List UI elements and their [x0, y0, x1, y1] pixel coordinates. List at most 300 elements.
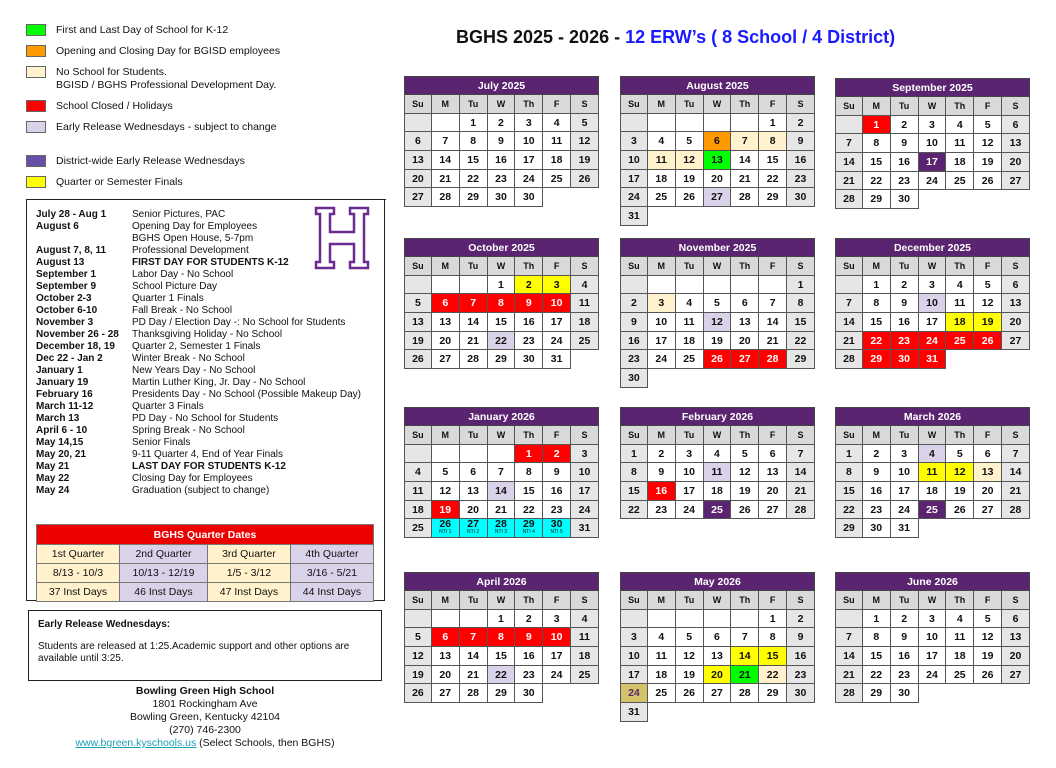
day-cell[interactable]: 29: [488, 684, 516, 703]
day-cell[interactable]: 23: [488, 170, 516, 189]
day-cell[interactable]: 5: [974, 116, 1002, 135]
day-cell[interactable]: 17: [676, 482, 704, 501]
day-cell[interactable]: 12: [974, 134, 1002, 153]
day-cell[interactable]: 29: [863, 350, 891, 369]
day-cell[interactable]: 16: [787, 647, 815, 666]
day-cell[interactable]: 18: [704, 482, 732, 501]
day-cell[interactable]: 4: [543, 114, 571, 133]
day-cell[interactable]: 2: [488, 114, 516, 133]
day-cell[interactable]: 12: [432, 482, 460, 501]
day-cell[interactable]: 14: [759, 313, 787, 332]
day-cell[interactable]: 11: [946, 628, 974, 647]
day-cell[interactable]: 22: [863, 332, 891, 351]
day-cell[interactable]: 22: [787, 332, 815, 351]
day-cell[interactable]: 9: [863, 463, 891, 482]
day-cell[interactable]: 8: [759, 628, 787, 647]
day-cell[interactable]: 30: [891, 190, 919, 209]
day-cell[interactable]: 7: [835, 628, 863, 647]
day-cell[interactable]: 6: [759, 445, 787, 464]
day-cell[interactable]: 15: [787, 313, 815, 332]
day-cell[interactable]: 20: [704, 666, 732, 685]
day-cell[interactable]: 14: [1002, 463, 1030, 482]
day-cell[interactable]: 19: [404, 332, 432, 351]
day-cell[interactable]: 20: [432, 666, 460, 685]
day-cell[interactable]: 11: [404, 482, 432, 501]
day-cell[interactable]: 31: [919, 350, 947, 369]
day-cell[interactable]: 2: [515, 610, 543, 629]
day-cell[interactable]: 10: [676, 463, 704, 482]
day-cell[interactable]: 14: [731, 647, 759, 666]
day-cell[interactable]: 23: [891, 172, 919, 191]
day-cell[interactable]: 29: [759, 684, 787, 703]
day-cell[interactable]: 16: [515, 313, 543, 332]
day-cell[interactable]: 5: [731, 445, 759, 464]
day-cell[interactable]: 2: [787, 610, 815, 629]
day-cell[interactable]: 14: [432, 151, 460, 170]
day-cell[interactable]: 4: [571, 610, 599, 629]
day-cell[interactable]: 9: [787, 628, 815, 647]
day-cell[interactable]: 4: [704, 445, 732, 464]
day-cell[interactable]: 2: [891, 116, 919, 135]
day-cell[interactable]: 10: [515, 132, 543, 151]
day-cell[interactable]: 18: [946, 153, 974, 172]
day-cell[interactable]: 20: [1002, 153, 1030, 172]
day-cell[interactable]: 3: [543, 610, 571, 629]
day-cell[interactable]: 16: [620, 332, 648, 351]
day-cell[interactable]: 28 NTI 3: [488, 519, 516, 538]
day-cell[interactable]: 21: [488, 501, 516, 520]
day-cell[interactable]: 30: [515, 684, 543, 703]
day-cell[interactable]: 14: [731, 151, 759, 170]
day-cell[interactable]: 17: [919, 313, 947, 332]
day-cell[interactable]: 6: [404, 132, 432, 151]
day-cell[interactable]: 17: [620, 170, 648, 189]
day-cell[interactable]: 18: [648, 666, 676, 685]
day-cell[interactable]: 12: [704, 313, 732, 332]
day-cell[interactable]: 24: [919, 172, 947, 191]
day-cell[interactable]: 14: [460, 313, 488, 332]
day-cell[interactable]: 1: [863, 116, 891, 135]
website-link[interactable]: www.bgreen.kyschools.us: [75, 737, 197, 749]
day-cell[interactable]: 21: [460, 666, 488, 685]
day-cell[interactable]: 4: [571, 276, 599, 295]
day-cell[interactable]: 22: [515, 501, 543, 520]
day-cell[interactable]: 25: [704, 501, 732, 520]
day-cell[interactable]: 30 NTI 5: [543, 519, 571, 538]
day-cell[interactable]: 28: [759, 350, 787, 369]
day-cell[interactable]: 3: [515, 114, 543, 133]
day-cell[interactable]: 6: [460, 463, 488, 482]
day-cell[interactable]: 2: [891, 276, 919, 295]
day-cell[interactable]: 23: [787, 170, 815, 189]
day-cell[interactable]: 13: [404, 151, 432, 170]
day-cell[interactable]: 10: [571, 463, 599, 482]
day-cell[interactable]: 27: [1002, 666, 1030, 685]
day-cell[interactable]: 10: [919, 294, 947, 313]
day-cell[interactable]: 8: [759, 132, 787, 151]
day-cell[interactable]: 24: [919, 332, 947, 351]
day-cell[interactable]: 30: [863, 519, 891, 538]
day-cell[interactable]: 19: [676, 666, 704, 685]
day-cell[interactable]: 5: [404, 294, 432, 313]
day-cell[interactable]: 6: [704, 628, 732, 647]
day-cell[interactable]: 12: [946, 463, 974, 482]
day-cell[interactable]: 20: [974, 482, 1002, 501]
day-cell[interactable]: 15: [835, 482, 863, 501]
day-cell[interactable]: 25: [571, 332, 599, 351]
day-cell[interactable]: 22: [759, 666, 787, 685]
day-cell[interactable]: 15: [863, 153, 891, 172]
day-cell[interactable]: 9: [543, 463, 571, 482]
day-cell[interactable]: 25: [648, 684, 676, 703]
day-cell[interactable]: 23: [787, 666, 815, 685]
day-cell[interactable]: 23: [891, 332, 919, 351]
day-cell[interactable]: 30: [787, 684, 815, 703]
day-cell[interactable]: 9: [515, 628, 543, 647]
day-cell[interactable]: 28: [1002, 501, 1030, 520]
day-cell[interactable]: 17: [543, 313, 571, 332]
day-cell[interactable]: 17: [543, 647, 571, 666]
day-cell[interactable]: 11: [704, 463, 732, 482]
day-cell[interactable]: 25: [919, 501, 947, 520]
day-cell[interactable]: 9: [787, 132, 815, 151]
day-cell[interactable]: 17: [919, 647, 947, 666]
day-cell[interactable]: 26 NTI 1: [432, 519, 460, 538]
day-cell[interactable]: 27: [974, 501, 1002, 520]
day-cell[interactable]: 18: [946, 647, 974, 666]
day-cell[interactable]: 27: [759, 501, 787, 520]
day-cell[interactable]: 24: [620, 188, 648, 207]
day-cell[interactable]: 15: [863, 313, 891, 332]
day-cell[interactable]: 24: [571, 501, 599, 520]
day-cell[interactable]: 3: [676, 445, 704, 464]
day-cell[interactable]: 17: [648, 332, 676, 351]
day-cell[interactable]: 22: [835, 501, 863, 520]
day-cell[interactable]: 7: [460, 294, 488, 313]
day-cell[interactable]: 19: [974, 313, 1002, 332]
day-cell[interactable]: 13: [1002, 134, 1030, 153]
day-cell[interactable]: 4: [648, 628, 676, 647]
day-cell[interactable]: 3: [919, 116, 947, 135]
day-cell[interactable]: 26: [404, 684, 432, 703]
day-cell[interactable]: 8: [515, 463, 543, 482]
day-cell[interactable]: 28: [731, 188, 759, 207]
day-cell[interactable]: 15: [488, 313, 516, 332]
day-cell[interactable]: 29: [863, 684, 891, 703]
day-cell[interactable]: 20: [759, 482, 787, 501]
day-cell[interactable]: 10: [919, 628, 947, 647]
day-cell[interactable]: 5: [974, 276, 1002, 295]
day-cell[interactable]: 8: [488, 294, 516, 313]
day-cell[interactable]: 6: [432, 628, 460, 647]
day-cell[interactable]: 5: [974, 610, 1002, 629]
day-cell[interactable]: 1: [759, 114, 787, 133]
day-cell[interactable]: 7: [759, 294, 787, 313]
day-cell[interactable]: 19: [731, 482, 759, 501]
day-cell[interactable]: 17: [891, 482, 919, 501]
day-cell[interactable]: 5: [676, 628, 704, 647]
day-cell[interactable]: 14: [835, 313, 863, 332]
day-cell[interactable]: 29: [488, 350, 516, 369]
day-cell[interactable]: 19: [946, 482, 974, 501]
day-cell[interactable]: 1: [460, 114, 488, 133]
day-cell[interactable]: 26: [974, 172, 1002, 191]
day-cell[interactable]: 22: [488, 332, 516, 351]
day-cell[interactable]: 24: [648, 350, 676, 369]
day-cell[interactable]: 13: [404, 313, 432, 332]
day-cell[interactable]: 22: [759, 170, 787, 189]
day-cell[interactable]: 23: [648, 501, 676, 520]
day-cell[interactable]: 28: [835, 190, 863, 209]
day-cell[interactable]: 20: [1002, 647, 1030, 666]
day-cell[interactable]: 10: [919, 134, 947, 153]
day-cell[interactable]: 24: [543, 666, 571, 685]
day-cell[interactable]: 27: [432, 684, 460, 703]
day-cell[interactable]: 1: [488, 610, 516, 629]
day-cell[interactable]: 7: [432, 132, 460, 151]
day-cell[interactable]: 13: [1002, 294, 1030, 313]
day-cell[interactable]: 22: [620, 501, 648, 520]
day-cell[interactable]: 10: [543, 294, 571, 313]
day-cell[interactable]: 19: [704, 332, 732, 351]
day-cell[interactable]: 10: [620, 647, 648, 666]
day-cell[interactable]: 30: [891, 350, 919, 369]
day-cell[interactable]: 7: [731, 132, 759, 151]
day-cell[interactable]: 30: [787, 188, 815, 207]
day-cell[interactable]: 7: [488, 463, 516, 482]
day-cell[interactable]: 22: [863, 666, 891, 685]
day-cell[interactable]: 7: [460, 628, 488, 647]
day-cell[interactable]: 28: [432, 188, 460, 207]
day-cell[interactable]: 18: [571, 647, 599, 666]
day-cell[interactable]: 19: [974, 647, 1002, 666]
day-cell[interactable]: 8: [863, 134, 891, 153]
day-cell[interactable]: 21: [835, 332, 863, 351]
day-cell[interactable]: 11: [676, 313, 704, 332]
day-cell[interactable]: 13: [432, 647, 460, 666]
day-cell[interactable]: 20: [404, 170, 432, 189]
day-cell[interactable]: 8: [488, 628, 516, 647]
day-cell[interactable]: 24: [676, 501, 704, 520]
day-cell[interactable]: 9: [515, 294, 543, 313]
day-cell[interactable]: 26: [571, 170, 599, 189]
day-cell[interactable]: 17: [620, 666, 648, 685]
day-cell[interactable]: 31: [571, 519, 599, 538]
day-cell[interactable]: 14: [835, 153, 863, 172]
day-cell[interactable]: 28: [731, 684, 759, 703]
day-cell[interactable]: 15: [460, 151, 488, 170]
day-cell[interactable]: 23: [543, 501, 571, 520]
day-cell[interactable]: 22: [460, 170, 488, 189]
day-cell[interactable]: 23: [515, 666, 543, 685]
day-cell[interactable]: 2: [515, 276, 543, 295]
day-cell[interactable]: 3: [648, 294, 676, 313]
day-cell[interactable]: 3: [891, 445, 919, 464]
day-cell[interactable]: 24: [620, 684, 648, 703]
day-cell[interactable]: 28: [835, 684, 863, 703]
day-cell[interactable]: 13: [731, 313, 759, 332]
day-cell[interactable]: 10: [543, 628, 571, 647]
day-cell[interactable]: 3: [543, 276, 571, 295]
day-cell[interactable]: 13: [974, 463, 1002, 482]
day-cell[interactable]: 26: [974, 332, 1002, 351]
day-cell[interactable]: 21: [835, 666, 863, 685]
day-cell[interactable]: 14: [460, 647, 488, 666]
day-cell[interactable]: 25: [648, 188, 676, 207]
day-cell[interactable]: 30: [620, 369, 648, 388]
day-cell[interactable]: 24: [515, 170, 543, 189]
day-cell[interactable]: 21: [731, 170, 759, 189]
day-cell[interactable]: 25: [946, 172, 974, 191]
day-cell[interactable]: 7: [731, 628, 759, 647]
day-cell[interactable]: 16: [891, 153, 919, 172]
day-cell[interactable]: 16: [648, 482, 676, 501]
day-cell[interactable]: 4: [676, 294, 704, 313]
day-cell[interactable]: 16: [515, 647, 543, 666]
day-cell[interactable]: 12: [571, 132, 599, 151]
day-cell[interactable]: 27: [1002, 172, 1030, 191]
day-cell[interactable]: 11: [648, 151, 676, 170]
day-cell[interactable]: 30: [515, 350, 543, 369]
day-cell[interactable]: 18: [919, 482, 947, 501]
day-cell[interactable]: 4: [946, 276, 974, 295]
day-cell[interactable]: 1: [620, 445, 648, 464]
day-cell[interactable]: 1: [759, 610, 787, 629]
day-cell[interactable]: 7: [1002, 445, 1030, 464]
day-cell[interactable]: 5: [704, 294, 732, 313]
day-cell[interactable]: 8: [863, 628, 891, 647]
day-cell[interactable]: 18: [946, 313, 974, 332]
day-cell[interactable]: 12: [676, 647, 704, 666]
day-cell[interactable]: 31: [891, 519, 919, 538]
day-cell[interactable]: 19: [432, 501, 460, 520]
day-cell[interactable]: 26: [946, 501, 974, 520]
day-cell[interactable]: 3: [620, 628, 648, 647]
day-cell[interactable]: 12: [676, 151, 704, 170]
day-cell[interactable]: 5: [432, 463, 460, 482]
day-cell[interactable]: 30: [891, 684, 919, 703]
day-cell[interactable]: 28: [460, 684, 488, 703]
day-cell[interactable]: 17: [571, 482, 599, 501]
day-cell[interactable]: 18: [571, 313, 599, 332]
day-cell[interactable]: 2: [787, 114, 815, 133]
day-cell[interactable]: 7: [787, 445, 815, 464]
day-cell[interactable]: 25: [946, 332, 974, 351]
day-cell[interactable]: 20: [432, 332, 460, 351]
day-cell[interactable]: 3: [571, 445, 599, 464]
day-cell[interactable]: 29: [863, 190, 891, 209]
day-cell[interactable]: 27: [704, 188, 732, 207]
day-cell[interactable]: 21: [835, 172, 863, 191]
day-cell[interactable]: 9: [891, 294, 919, 313]
day-cell[interactable]: 8: [460, 132, 488, 151]
day-cell[interactable]: 26: [676, 684, 704, 703]
day-cell[interactable]: 18: [648, 170, 676, 189]
day-cell[interactable]: 29: [835, 519, 863, 538]
day-cell[interactable]: 15: [488, 647, 516, 666]
day-cell[interactable]: 1: [863, 610, 891, 629]
day-cell[interactable]: 11: [571, 294, 599, 313]
day-cell[interactable]: 27: [432, 350, 460, 369]
day-cell[interactable]: 16: [891, 313, 919, 332]
day-cell[interactable]: 26: [404, 350, 432, 369]
day-cell[interactable]: 12: [404, 647, 432, 666]
day-cell[interactable]: 5: [404, 628, 432, 647]
day-cell[interactable]: 7: [835, 294, 863, 313]
day-cell[interactable]: 26: [676, 188, 704, 207]
day-cell[interactable]: 16: [891, 647, 919, 666]
day-cell[interactable]: 11: [571, 628, 599, 647]
day-cell[interactable]: 28: [835, 350, 863, 369]
day-cell[interactable]: 13: [460, 482, 488, 501]
day-cell[interactable]: 15: [759, 647, 787, 666]
day-cell[interactable]: 13: [759, 463, 787, 482]
day-cell[interactable]: 27: [1002, 332, 1030, 351]
day-cell[interactable]: 9: [891, 628, 919, 647]
day-cell[interactable]: 1: [863, 276, 891, 295]
day-cell[interactable]: 23: [863, 501, 891, 520]
day-cell[interactable]: 15: [759, 151, 787, 170]
day-cell[interactable]: 3: [620, 132, 648, 151]
day-cell[interactable]: 20: [731, 332, 759, 351]
day-cell[interactable]: 21: [460, 332, 488, 351]
day-cell[interactable]: 29: [460, 188, 488, 207]
day-cell[interactable]: 29: [787, 350, 815, 369]
day-cell[interactable]: 8: [787, 294, 815, 313]
day-cell[interactable]: 20: [1002, 313, 1030, 332]
day-cell[interactable]: 12: [974, 294, 1002, 313]
day-cell[interactable]: 5: [676, 132, 704, 151]
day-cell[interactable]: 21: [787, 482, 815, 501]
day-cell[interactable]: 25: [543, 170, 571, 189]
day-cell[interactable]: 10: [648, 313, 676, 332]
day-cell[interactable]: 25: [404, 519, 432, 538]
day-cell[interactable]: 21: [731, 666, 759, 685]
day-cell[interactable]: 21: [1002, 482, 1030, 501]
day-cell[interactable]: 19: [571, 151, 599, 170]
day-cell[interactable]: 16: [543, 482, 571, 501]
day-cell[interactable]: 3: [919, 276, 947, 295]
day-cell[interactable]: 21: [432, 170, 460, 189]
day-cell[interactable]: 23: [515, 332, 543, 351]
day-cell[interactable]: 16: [488, 151, 516, 170]
day-cell[interactable]: 8: [620, 463, 648, 482]
day-cell[interactable]: 10: [891, 463, 919, 482]
day-cell[interactable]: 6: [731, 294, 759, 313]
day-cell[interactable]: 27: [704, 684, 732, 703]
day-cell[interactable]: 11: [919, 463, 947, 482]
day-cell[interactable]: 13: [704, 647, 732, 666]
day-cell[interactable]: 1: [488, 276, 516, 295]
day-cell[interactable]: 25: [676, 350, 704, 369]
day-cell[interactable]: 4: [919, 445, 947, 464]
day-cell[interactable]: 13: [1002, 628, 1030, 647]
day-cell[interactable]: 28: [460, 350, 488, 369]
day-cell[interactable]: 16: [787, 151, 815, 170]
day-cell[interactable]: 9: [891, 134, 919, 153]
day-cell[interactable]: 12: [731, 463, 759, 482]
day-cell[interactable]: 23: [891, 666, 919, 685]
day-cell[interactable]: 12: [974, 628, 1002, 647]
day-cell[interactable]: 29: [759, 188, 787, 207]
day-cell[interactable]: 8: [835, 463, 863, 482]
day-cell[interactable]: 6: [704, 132, 732, 151]
day-cell[interactable]: 6: [1002, 610, 1030, 629]
day-cell[interactable]: 6: [1002, 116, 1030, 135]
day-cell[interactable]: 4: [404, 463, 432, 482]
day-cell[interactable]: 2: [620, 294, 648, 313]
day-cell[interactable]: 6: [1002, 276, 1030, 295]
